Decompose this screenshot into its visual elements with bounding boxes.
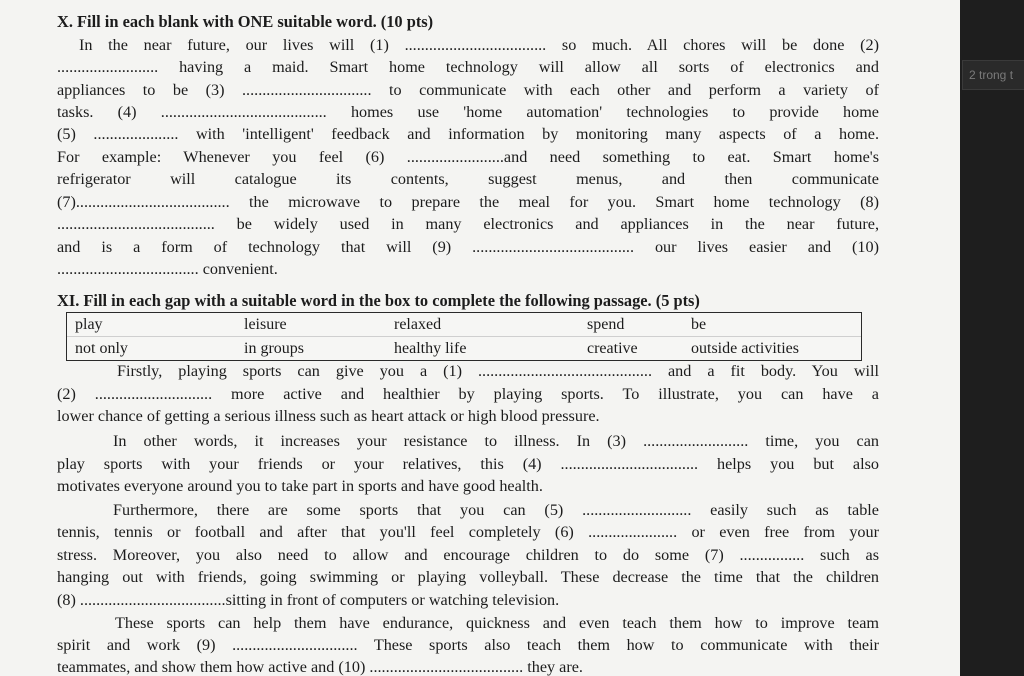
word-box-cell: be — [691, 316, 707, 333]
section-11-line: Furthermore, there are some sports that you can (5) ........................... easily such as table — [113, 501, 879, 519]
section-11-line: hanging out with friends, going swimming or playing volleyball. These decrease the time that the children — [57, 568, 879, 586]
word-box-cell: creative — [587, 340, 638, 357]
word-box-cell: not only — [75, 340, 128, 357]
section-10-line: ................................... convenient. — [57, 260, 278, 278]
section-11-line: tennis, tennis or football and after that you'll feel completely (6) ...................... or even free from your — [57, 523, 879, 541]
section-11-line: In other words, it increases your resistance to illness. In (3) .......................... time, you can — [113, 432, 879, 450]
word-box-cell: spend — [587, 316, 625, 333]
word-box — [66, 312, 862, 361]
section-11-line: motivates everyone around you to take part in sports and have good health. — [57, 477, 543, 495]
word-box-cell: in groups — [244, 340, 304, 357]
section-10-line: In the near future, our lives will (1) ................................... so much. All chores will be done (2) — [79, 36, 879, 54]
section-11-line: These sports can help them have endurance, quickness and even teach them how to improve team — [115, 614, 879, 632]
section-10-line: ....................................... be widely used in many electronics and appliances in the near future, — [57, 215, 879, 233]
section-11-line: (8) ....................................sitting in front of computers or watching television. — [57, 591, 560, 609]
page-indicator[interactable]: 2 trong t — [962, 60, 1024, 90]
section-11-line: spirit and work (9) ............................... These sports also teach them how to communicate with their — [57, 636, 879, 654]
word-box-cell: relaxed — [394, 316, 442, 333]
section-10-line: tasks. (4) ......................................... homes use 'home automation' technologies to provide home — [57, 103, 879, 121]
section-10-line: (5) ..................... with 'intelligent' feedback and information by monitoring many aspects of a home. — [57, 125, 879, 143]
section-11-line: teammates, and show them how active and (10) ...................................... they are. — [57, 658, 583, 676]
section-10-line: refrigerator will catalogue its contents, suggest menus, and then communicate — [57, 170, 879, 188]
section-11-line: (2) ............................. more active and healthier by playing sports. To illustrate, you can have a — [57, 385, 879, 403]
section-11-line: play sports with your friends or your relatives, this (4) .................................. helps you but also — [57, 455, 879, 473]
section-10-line: appliances to be (3) ................................ to communicate with each other and perform a variety of — [57, 81, 879, 99]
word-box-cell: outside activities — [691, 340, 799, 357]
section-10-line: and is a form of technology that will (9) ........................................ our lives easier and (10) — [57, 238, 879, 256]
section-11-heading: XI. Fill in each gap with a suitable word in the box to complete the following passage. (5 pts) — [57, 291, 700, 310]
section-11-line: Firstly, playing sports can give you a (1) ........................................... and a fit body. You will — [117, 362, 879, 380]
word-box-divider — [67, 336, 861, 337]
section-10-line: For example: Whenever you feel (6) ........................and need something to eat. Smart home's — [57, 148, 879, 166]
section-10-heading: X. Fill in each blank with ONE suitable word. (10 pts) — [57, 12, 434, 31]
word-box-cell: healthy life — [394, 340, 467, 357]
section-10-line: (7)...................................... the microwave to prepare the meal for you. Smart home technology (8) — [57, 193, 879, 211]
word-box-cell: play — [75, 316, 103, 333]
section-11-line: lower chance of getting a serious illness such as heart attack or high blood pressure. — [57, 407, 600, 425]
viewer-sidebar — [960, 0, 1024, 676]
section-11-line: stress. Moreover, you also need to allow and encourage children to do some (7) ................ such as — [57, 546, 879, 564]
word-box-cell: leisure — [244, 316, 287, 333]
section-10-line: ......................... having a maid. Smart home technology will allow all sorts of electronics and — [57, 58, 879, 76]
